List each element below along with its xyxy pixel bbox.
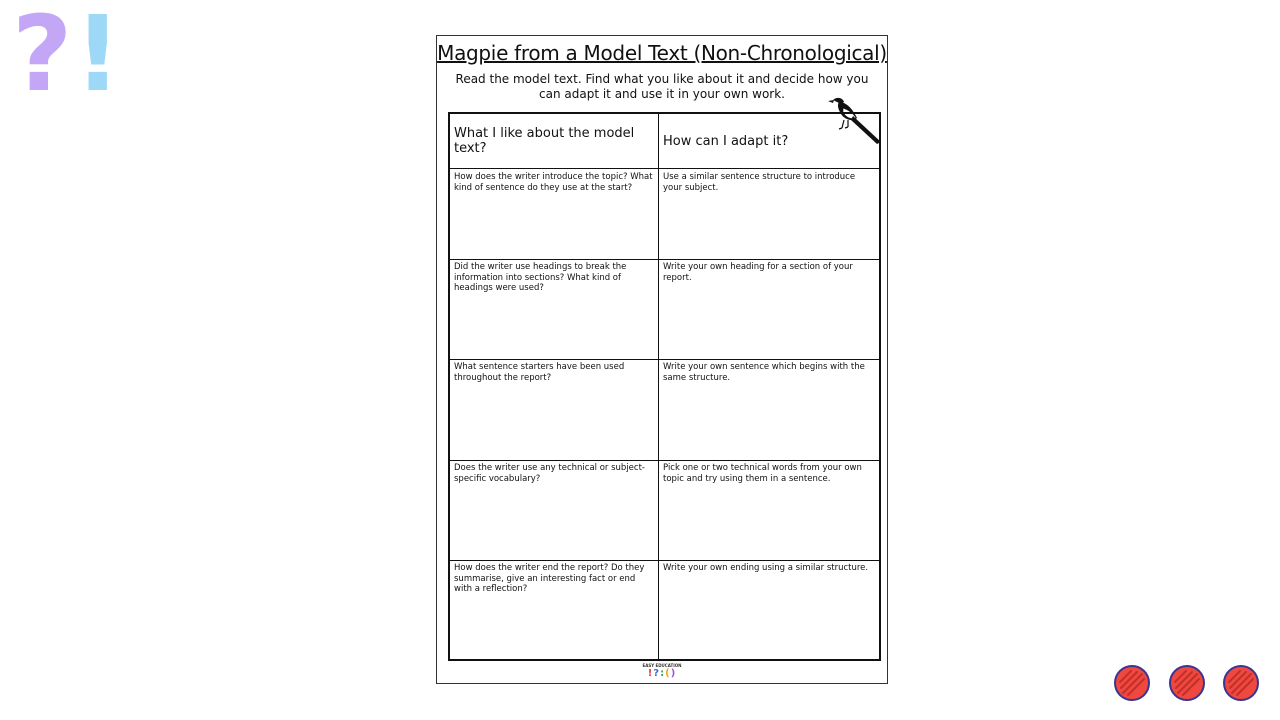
- adapt-cell: Write your own ending using a similar structure.: [663, 563, 869, 573]
- header-like-cell: What I like about the model text?: [450, 114, 659, 168]
- nav-button-3[interactable]: [1222, 664, 1260, 702]
- logo-text: EASY EDUCATION: [642, 663, 682, 668]
- exclamation-mark-decoration: !: [74, 0, 122, 115]
- adapt-cell: Use a similar sentence structure to introduce your subject.: [663, 172, 856, 193]
- logo-mark: !?:(): [647, 668, 677, 679]
- like-cell: How does the writer end the report? Do they summarise, give an interesting fact or end with a reflection?: [450, 560, 659, 659]
- nav-button-2[interactable]: [1168, 664, 1206, 702]
- table-row: [450, 259, 879, 360]
- table-row: [450, 460, 879, 561]
- table-row: [450, 560, 879, 659]
- easy-education-logo: [437, 663, 887, 679]
- header-adapt-cell: How can I adapt it?: [663, 133, 789, 149]
- table-header-row: [450, 114, 879, 169]
- adapt-cell: Write your own heading for a section of your report.: [663, 262, 853, 283]
- worksheet-instructions: Read the model text. Find what you like about it and decide how you can adapt it and use it in your own work.: [455, 72, 869, 101]
- adapt-cell: Write your own sentence which begins with the same structure.: [663, 362, 865, 383]
- like-cell: Did the writer use headings to break the information into sections? What kind of headings were used?: [450, 259, 659, 359]
- worksheet-title: Magpie from a Model Text (Non-Chronological): [437, 41, 887, 65]
- table-row: [450, 359, 879, 461]
- like-cell: What sentence starters have been used throughout the report?: [450, 359, 659, 460]
- like-cell: Does the writer use any technical or subject-specific vocabulary?: [450, 460, 659, 560]
- table-row: [450, 169, 879, 260]
- adapt-cell: Pick one or two technical words from your own topic and try using them in a sentence.: [663, 463, 862, 484]
- worksheet-page: [436, 35, 888, 684]
- magpie-table: [448, 112, 881, 661]
- like-cell: How does the writer introduce the topic? What kind of sentence do they use at the start?: [450, 169, 659, 259]
- question-mark-decoration: ?: [12, 0, 73, 115]
- nav-button-1[interactable]: [1113, 664, 1151, 702]
